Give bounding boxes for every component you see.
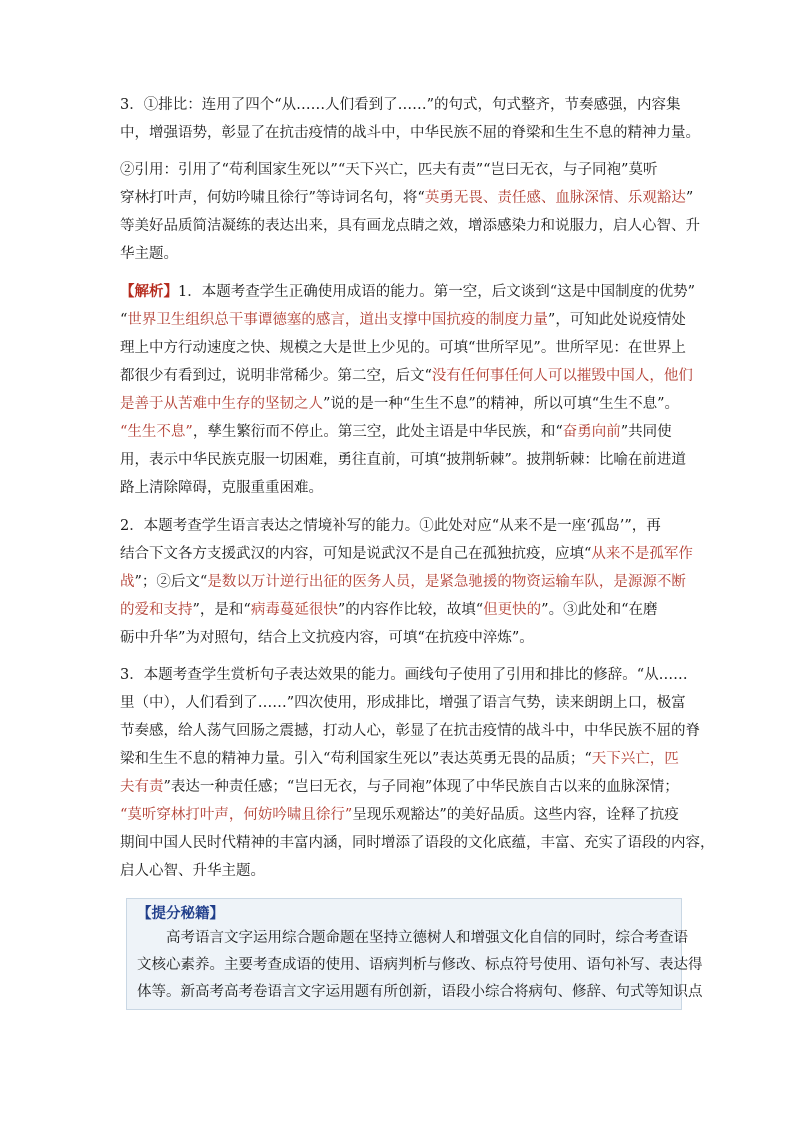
text-line: 3．本题考查学生赏析句子表达效果的能力。画线句子使用了引用和排比的修辞。“从…… [120,667,688,683]
analysis-tag: 【解析】 [120,283,178,300]
highlighted-phrase: 奋勇向前 [562,424,621,440]
text-line: 【解析】1．本题考查学生正确使用成语的能力。第一空，后文谈到“这是中国制度的优势” [120,283,696,300]
text-line: 文核心素养。主要考查成语的使用、语病判析与修改、标点符号使用、语句补写、表达得 [137,957,703,973]
text-line: 夫有责”表达一种责任感；“岂曰无衣，与子同袍”体现了中华民族自古以来的血脉深情； [120,779,679,795]
text-line: 华主题。 [120,246,178,262]
text-line: “世界卫生组织总干事谭德塞的感言，道出支撑中国抗疫的制度力量”，可知此处说疫情处 [120,312,686,328]
text-line: 期间中国人民时代精神的丰富内涵，同时增添了语段的文化底蕴，丰富、充实了语段的内容， [120,835,715,851]
highlighted-phrase: 是数以万计逆行出征的医务人员，是紧急驰援的物资运输车队，是源源不断 [207,574,686,590]
text-line: 体等。新高考高考卷语言文字运用题有所创新，语段小综合将病句、修辞、句式等知识点 [137,984,703,1000]
tip-title: 【提分秘籍】 [137,905,224,922]
tip-box [126,898,703,1010]
highlighted-phrase: 病毒蔓延很快 [250,602,338,618]
text-line: 节奏感，给人荡气回肠之震撼，打动人心，彰显了在抗击疫情的战斗中，中华民族不屈的脊 [120,723,700,739]
text-line: 结合下文各方支援武汉的内容，可知是说武汉不是自己在孤独抗疫，应填“从来不是孤军作 [120,546,693,562]
text-line: 中，增强语势，彰显了在抗击疫情的战斗中，中华民族不屈的脊梁和生生不息的精神力量。 [120,125,700,141]
highlighted-phrase: 但更快的 [483,602,542,618]
text-line: 高考语言文字运用综合题命题在坚持立德树人和增强文化自信的同时，综合考查语 [166,930,688,946]
highlighted-phrase: 夫有责 [120,779,164,795]
highlighted-phrase: 英勇无畏、责任感、血脉深情、乐观豁达 [424,190,686,206]
analysis-paragraph-1 [120,278,696,502]
text-line: 里（中），人们看到了……”四次使用，形成排比，增强了语言气势，读来朗朗上口，极富 [120,695,686,711]
text-line: “生生不息”，孳生繁衍而不停止。第三空，此处主语是中华民族，和“奋勇向前”共同使 [120,424,672,440]
text-line: “莫听穿林打叶声，何妨吟啸且徐行”呈现乐观豁达”的美好品质。这些内容，诠释了抗疫 [120,807,679,823]
highlighted-phrase: 从来不是孤军作 [591,546,693,562]
highlighted-phrase: 没有任何事任何人可以摧毁中国人，他们 [431,368,693,384]
text-line: 战”；②后文“是数以万计逆行出征的医务人员，是紧急驰援的物资运输车队，是源源不断 [120,574,686,590]
text-line: 梁和生生不息的精神力量。引入“苟利国家生死以”表达英勇无畏的品质；“天下兴亡，匹 [120,751,679,767]
answer-paragraph-parallelism [120,91,700,147]
text-line: 路上清除障碍，克服重重困难。 [120,480,323,496]
text-line: 是善于从苦难中生存的坚韧之人”说的是一种“生生不息”的精神，所以可填“生生不息”。 [120,396,680,412]
text-line: 2．本题考查学生语言表达之情境补写的能力。①此处对应“从来不是一座‘孤岛’”，再 [120,518,661,534]
highlighted-phrase: “生生不息” [120,424,193,440]
text-line: ②引用：引用了“苟利国家生死以”“天下兴亡，匹夫有责”“岂曰无衣，与子同袍”莫听 [120,162,658,178]
analysis-paragraph-3 [120,661,715,885]
text-line: 的爱和支持”，是和“病毒蔓延很快”的内容作比较，故填“但更快的”。③此处和“在磨 [120,602,658,618]
highlighted-phrase: 天下兴亡，匹 [591,751,679,767]
text-line: 都很少有看到过，说明非常稀少。第二空，后文“没有任何事任何人可以摧毁中国人，他们 [120,368,693,384]
answer-paragraph-quotation [120,156,700,268]
highlighted-phrase: 世界卫生组织总干事谭德塞的感言，道出支撑中国抗疫的制度力量 [127,312,548,328]
analysis-paragraph-2 [120,512,693,652]
text-line: 穿林打叶声，何妨吟啸且徐行”等诗词名句，将“英勇无畏、责任感、血脉深情、乐观豁达” [120,190,694,206]
highlighted-phrase: 的爱和支持 [120,602,193,618]
highlighted-phrase: “莫听穿林打叶声，何妨吟啸且徐行” [120,807,353,823]
text-line: 3．①排比：连用了四个“从……人们看到了……”的句式，句式整齐，节奏感强，内容集 [120,97,681,113]
text-line: 砺中升华”为对照句，结合上文抗疫内容，可填“在抗疫中淬炼”。 [120,630,534,646]
text-line: 等美好品质简洁凝练的表达出来，具有画龙点睛之效，增添感染力和说服力，启人心智、升 [120,218,700,234]
highlighted-phrase: 战 [120,574,135,590]
text-line: 启人心智、升华主题。 [120,863,265,879]
highlighted-phrase: 是善于从苦难中生存的坚韧之人 [120,396,323,412]
text-line: 理上中方行动速度之快、规模之大是世上少见的。可填“世所罕见”。世所罕见：在世界上 [120,340,686,356]
text-line: 用，表示中华民族克服一切困难，勇往直前，可填“披荆斩棘”。披荆斩棘：比喻在前进道 [120,452,686,468]
